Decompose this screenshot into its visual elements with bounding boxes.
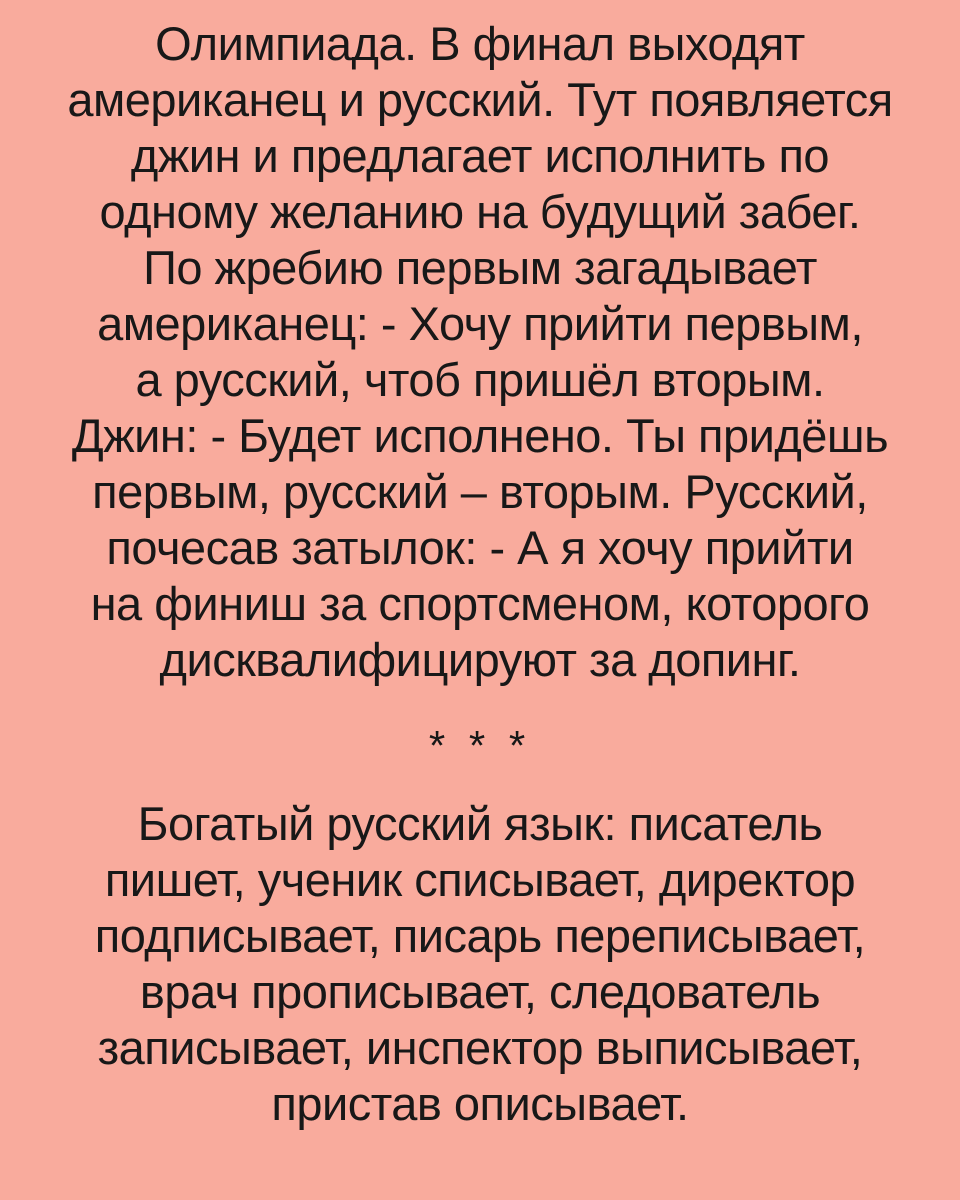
joke-paragraph-olympics [18, 16, 942, 688]
text-line: джин и предлагает исполнить по [130, 129, 830, 182]
text-line: на финиш за спортсменом, которого [90, 577, 870, 630]
joke-paragraph-russian-language [18, 796, 942, 1132]
text-line: почесав затылок: - А я хочу прийти [106, 521, 854, 574]
text-line: американец: - Хочу прийти первым, [97, 297, 863, 350]
text-line: пристав описывает. [271, 1077, 689, 1130]
asterisk-separator: * * * [428, 722, 532, 769]
text-line: пишет, ученик списывает, директор [104, 853, 856, 906]
text-line: одному желанию на будущий забег. [99, 185, 861, 238]
text-line: записывает, инспектор выписывает, [97, 1021, 863, 1074]
text-line: врач прописывает, следователь [139, 965, 821, 1018]
text-line: первым, русский – вторым. Русский, [92, 465, 868, 518]
text-line: подписывает, писарь переписывает, [94, 909, 866, 962]
text-line: Джин: - Будет исполнено. Ты придёшь [71, 409, 889, 462]
text-line: дисквалифицируют за допинг. [159, 633, 801, 686]
text-line: Олимпиада. В финал выходят [155, 17, 805, 70]
text-line: По жребию первым загадывает [143, 241, 817, 294]
text-line: а русский, чтоб пришёл вторым. [135, 353, 825, 406]
text-line: Богатый русский язык: писатель [137, 797, 823, 850]
text-line: американец и русский. Тут появляется [67, 73, 893, 126]
